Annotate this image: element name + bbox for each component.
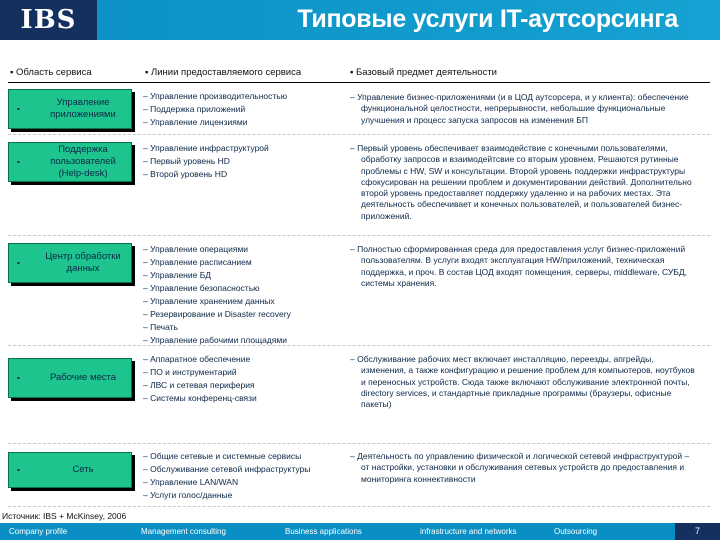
service-line-text: Аппаратное обеспечение [150, 354, 251, 364]
service-line-text: ПО и инструментарий [150, 367, 237, 377]
service-line-text: Управление расписанием [150, 257, 252, 267]
service-line-text: Управление рабочими площадями [150, 335, 287, 345]
service-line: – Обслуживание сетевой инфраструктуры [143, 464, 311, 474]
footer-tab-management-consulting[interactable]: Management consulting [141, 527, 226, 536]
service-area-box[interactable] [8, 142, 132, 182]
service-line-text: Резервирование и Disaster recovery [150, 309, 291, 319]
service-description-text: Управление бизнес-приложениями (и в ЦОД аутсорсера, и у клиента): обеспечение функциональной целостности, непрерывности, небольшие функциональные улучшения и процесс запуска запросов на изменения БП [357, 92, 689, 125]
service-line: – Печать [143, 322, 178, 332]
bullet-icon: ▪ [17, 157, 20, 167]
service-line: – Управление операциями [143, 244, 249, 254]
service-line: – Управление лицензиями [143, 117, 248, 127]
service-lines-list [143, 90, 343, 129]
service-line: – Управление безопасностью [143, 283, 260, 293]
service-description: – Полностью сформированная среда для предоставления услуг бизнес-приложений пользователям. В услуги входят эксплуатация HW/приложений, техническая поддержка, и проч. В состав ЦОД входят помещения, серверы, middleware, СУБД, системы хранения. [350, 244, 687, 288]
bullet-icon: ▪ [17, 373, 20, 383]
service-line: – Системы конференц-связи [143, 393, 257, 403]
source-note: Источник: IBS + McKinsey, 2006 [2, 511, 127, 521]
column-header-lines: ▪ Линии предоставляемого сервиса [145, 67, 302, 78]
page-title: Типовые услуги IT-аутсорсинга [297, 5, 678, 33]
service-line-text: Управление безопасностью [150, 283, 260, 293]
service-description-text: Деятельность по управлению физической и логической сетевой инфраструктурой – от настройки, установки и обслуживания сетевых устройств до предоставления и мониторинга коннективности [357, 451, 690, 484]
service-line-text: Управление БД [150, 270, 212, 280]
footer-nav [0, 523, 720, 540]
service-line-text: Управление производительностью [150, 91, 288, 101]
service-line: – Управление хранением данных [143, 296, 275, 306]
footer-tab-business-applications[interactable]: Business applications [285, 527, 362, 536]
service-line-text: Общие сетевые и системные сервисы [150, 451, 302, 461]
service-line: – ПО и инструментарий [143, 367, 237, 377]
service-area-label: Управление приложениями [50, 97, 116, 120]
bullet-icon: ▪ [17, 104, 20, 114]
service-line: – Поддержка приложений [143, 104, 246, 114]
service-description-text: Обслуживание рабочих мест включает инсталляцию, переезды, апгрейды, изменения, а также конфигурацию и решение проблем для компьютеров, ноутбуков и переносных устройств. Сюда также включают обслуживание электронной почты, directory services, и стандартные прикладные программы (браузеры, офисные пакеты) [357, 354, 695, 410]
column-header-subject: ▪ Базовый предмет деятельности [350, 67, 497, 78]
service-line-text: Первый уровень HD [150, 156, 230, 166]
bullet-icon: ▪ [17, 258, 20, 268]
service-line-text: Управление хранением данных [150, 296, 275, 306]
service-area-box[interactable] [8, 452, 132, 488]
service-line-text: Услуги голос/данные [150, 490, 233, 500]
service-line: – Управление БД [143, 270, 212, 280]
footer-tab-company-profile[interactable]: Company profile [9, 527, 68, 536]
bullet-icon: ▪ [17, 465, 20, 475]
service-lines-list [143, 353, 343, 405]
service-line-text: Второй уровень HD [150, 169, 228, 179]
service-line: – Резервирование и Disaster recovery [143, 309, 291, 319]
service-line: – Управление производительностью [143, 91, 288, 101]
service-line-text: Обслуживание сетевой инфраструктуры [150, 464, 311, 474]
service-area-box[interactable] [8, 243, 132, 283]
ibs-logo: IBS [0, 0, 97, 40]
service-line-text: ЛВС и сетевая периферия [150, 380, 255, 390]
footer-tab-outsourcing[interactable]: Outsourcing [554, 527, 598, 536]
service-line: – Второй уровень HD [143, 169, 228, 179]
service-line: – Услуги голос/данные [143, 490, 233, 500]
service-line-text: Управление операциями [150, 244, 249, 254]
table-row [8, 444, 710, 507]
service-description: – Управление бизнес-приложениями (и в ЦОД аутсорсера, и у клиента): обеспечение функциональной целостности, непрерывности, небольшие функциональные улучшения и процесс запуска запросов на изменения БП [350, 92, 689, 125]
service-line-text: Управление инфраструктурой [150, 143, 269, 153]
service-line: – Управление рабочими площадями [143, 335, 287, 345]
table-row [8, 135, 710, 236]
service-line: – Аппаратное обеспечение [143, 354, 251, 364]
service-line-text: Управление LAN/WAN [150, 477, 239, 487]
service-description-text: Полностью сформированная среда для предоставления услуг бизнес-приложений пользователям. В услуги входят эксплуатация HW/приложений, техническая поддержка, и проч. В состав ЦОД входят помещения, серверы, middleware, СУБД, системы хранения. [357, 244, 687, 288]
service-line-text: Управление лицензиями [150, 117, 248, 127]
service-description: – Обслуживание рабочих мест включает инсталляцию, переезды, апгрейды, изменения, а также конфигурацию и решение проблем для компьютеров, ноутбуков и переносных устройств. Сюда также включают обслуживание электронной почты, directory services, и стандартные прикладные программы (браузеры, офисные пакеты) [350, 354, 695, 410]
service-lines-list [143, 142, 343, 181]
service-area-box[interactable] [8, 89, 132, 129]
service-line: – Управление расписанием [143, 257, 252, 267]
page-number: 7 [675, 523, 720, 540]
service-line: – ЛВС и сетевая периферия [143, 380, 255, 390]
service-area-label: Поддержка пользователей (Help-desk) [50, 144, 116, 179]
service-lines-list [143, 450, 343, 502]
column-header-area: ▪ Область сервиса [10, 67, 92, 78]
table-row [8, 236, 710, 346]
service-area-label: Рабочие места [49, 372, 117, 383]
service-area-label: Сеть [72, 464, 94, 475]
service-line: – Первый уровень HD [143, 156, 230, 166]
service-line: – Управление инфраструктурой [143, 143, 269, 153]
service-lines-list [143, 243, 343, 347]
service-description-text: Первый уровень обеспечивает взаимодействие с конечными пользователями, обработку запросов и взаимодейтсвие со вторым уровнем. Решаются рутинные проблемы с HW, SW и консультации. Второй уровень поддержки инфраструктуры сфокусирован на решении проблем и документировании действий. Дополнительно второй уровень предоставляет поддержку удаленно и на рабочих местах. Эта деятельность обеспечивает и конечных пользователей, и пользователей бизнес-приложений. [357, 143, 692, 221]
service-line-text: Печать [150, 322, 178, 332]
service-description: – Первый уровень обеспечивает взаимодействие с конечными пользователями, обработку запросов и взаимодейтсвие со вторым уровнем. Решаются рутинные проблемы с HW, SW и консультации. Второй уровень поддержки инфраструктуры сфокусирован на решении проблем и документировании действий. Дополнительно второй уровень предоставляет поддержку удаленно и на рабочих местах. Эта деятельность обеспечивает и конечных пользователей, и пользователей бизнес-приложений. [350, 143, 692, 221]
service-area-label: Центр обработки данных [45, 251, 121, 274]
footer-tab-infrastructure[interactable]: infrastructure and networks [420, 527, 517, 536]
header-bar [0, 0, 720, 40]
table-row [8, 85, 710, 135]
service-line: – Управление LAN/WAN [143, 477, 239, 487]
service-line-text: Системы конференц-связи [150, 393, 257, 403]
service-line: – Общие сетевые и системные сервисы [143, 451, 302, 461]
table-row [8, 346, 710, 444]
service-description: – Деятельность по управлению физической и логической сетевой инфраструктурой – от настройки, установки и обслуживания сетевых устройств до предоставления и мониторинга коннективности [350, 451, 690, 484]
header-divider [8, 82, 710, 83]
service-line-text: Поддержка приложений [150, 104, 246, 114]
service-area-box[interactable] [8, 358, 132, 398]
